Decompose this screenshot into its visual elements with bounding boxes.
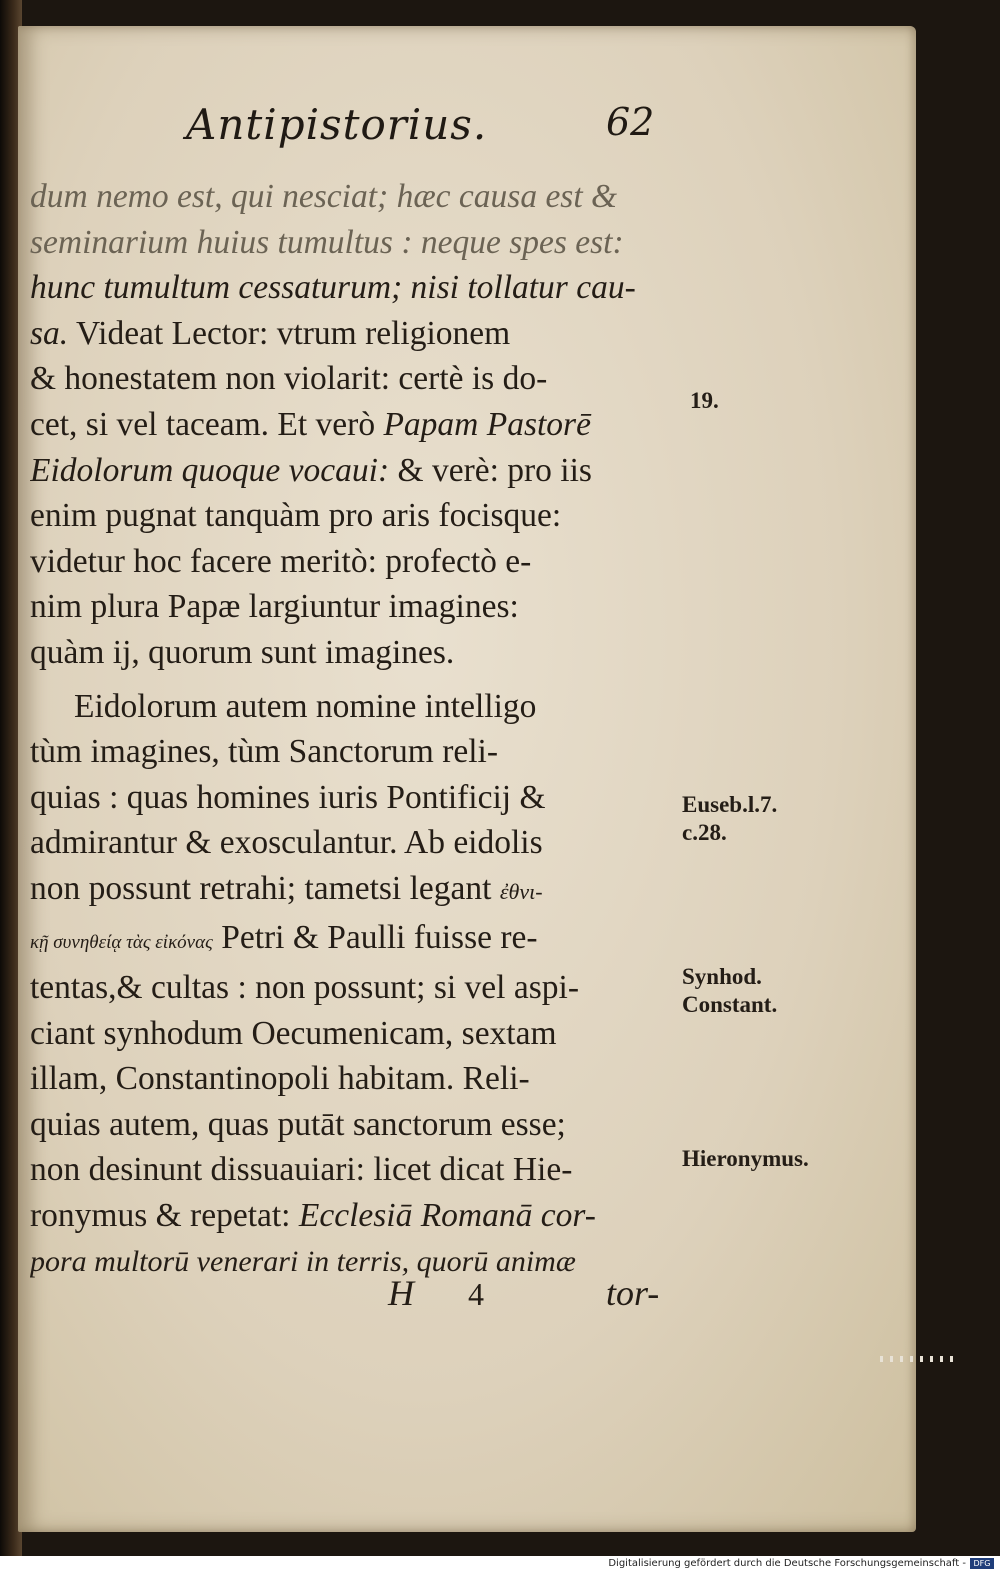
marginal-note: Euseb.l.7. <box>682 792 778 817</box>
text-line: tùm imagines, tùm Sanctorum reli- <box>30 733 498 771</box>
text-line: admirantur & exosculantur. Ab eidolis <box>30 824 543 862</box>
text-line: & honestatem non violarit: certè is do- <box>30 360 548 398</box>
text-run-italic: Papam Pastorē <box>383 405 591 443</box>
marginal-note: Synhod. <box>682 964 762 989</box>
text-run-roman: non possunt retrahi; tametsi legant <box>30 869 492 907</box>
scan-artifact-dots <box>880 1356 960 1362</box>
marginal-note: 19. <box>690 388 719 413</box>
page-number: 62 <box>606 100 655 144</box>
text-run-greek: ἐθνι- <box>499 878 543 904</box>
text-line: enim pugnat tanquàm pro aris focisque: <box>30 497 562 535</box>
catchword: tor- <box>606 1273 660 1313</box>
text-line: quias : quas homines iuris Pontificij & <box>30 778 546 816</box>
text-line <box>30 1193 680 1239</box>
text-line: non desinunt dissuauiari: licet dicat Hie- <box>30 1151 573 1189</box>
text-line: illam, Constantinopoli habitam. Reli- <box>30 1060 530 1098</box>
text-line: ciant synhodum Oecumenicam, sextam <box>30 1014 557 1052</box>
text-line: seminarium huius tumultus : neque spes est: <box>30 223 624 261</box>
text-line: pora multorū venerari in terris, quorū animæ <box>30 1244 576 1278</box>
text-line: hunc tumultum cessaturum; nisi tollatur cau- <box>30 269 636 307</box>
text-line: quias autem, quas putāt sanctorum esse; <box>30 1105 566 1143</box>
text-run-greek: κῇ συνηθείᾳ τὰς εἰκόνας <box>30 931 213 953</box>
text-line <box>30 866 680 915</box>
page-footer <box>18 1272 916 1322</box>
text-run-roman: & verè: pro iis <box>397 451 592 489</box>
text-line: Eidolorum autem nomine intelligo <box>74 687 537 725</box>
signature-number: 4 <box>468 1276 484 1312</box>
text-run-italic: Eidolorum quoque vocaui: <box>30 451 390 489</box>
marginal-note: Hieronymus. <box>682 1146 809 1171</box>
text-run-italic: sa. <box>30 314 69 352</box>
marginal-note: c.28. <box>682 820 727 845</box>
text-run-roman: cet, si vel taceam. Et verò <box>30 405 376 443</box>
text-run-italic: Ecclesiā Romanā cor- <box>298 1197 596 1235</box>
dfg-logo-icon: DFG <box>970 1558 994 1569</box>
text-run-roman: ronymus & repetat: <box>30 1197 291 1235</box>
text-line <box>30 402 680 448</box>
text-line <box>30 311 680 357</box>
book-page <box>18 26 916 1532</box>
text-line: nim plura Papæ largiuntur imagines: <box>30 588 519 626</box>
text-line: quàm ij, quorum sunt imagines. <box>30 633 455 671</box>
digitization-credit: Digitalisierung gefördert durch die Deutsche Forschungsgemeinschaft - <box>608 1558 966 1569</box>
page-header <box>18 100 916 164</box>
text-line <box>30 448 680 494</box>
text-line: dum nemo est, qui nesciat; hæc causa est & <box>30 178 618 215</box>
running-title: Antipistorius. <box>186 100 488 149</box>
text-run-roman: Petri & Paulli fuisse re- <box>221 918 538 956</box>
main-text-block <box>30 174 680 1284</box>
text-line: tentas,& cultas : non possunt; si vel aspi- <box>30 969 579 1007</box>
marginal-note: Constant. <box>682 992 778 1017</box>
text-run-roman: Videat Lector: vtrum religionem <box>75 314 511 352</box>
text-line: videtur hoc facere meritò: profectò e- <box>30 542 532 580</box>
text-line <box>30 915 680 966</box>
signature-mark: H <box>388 1273 414 1313</box>
